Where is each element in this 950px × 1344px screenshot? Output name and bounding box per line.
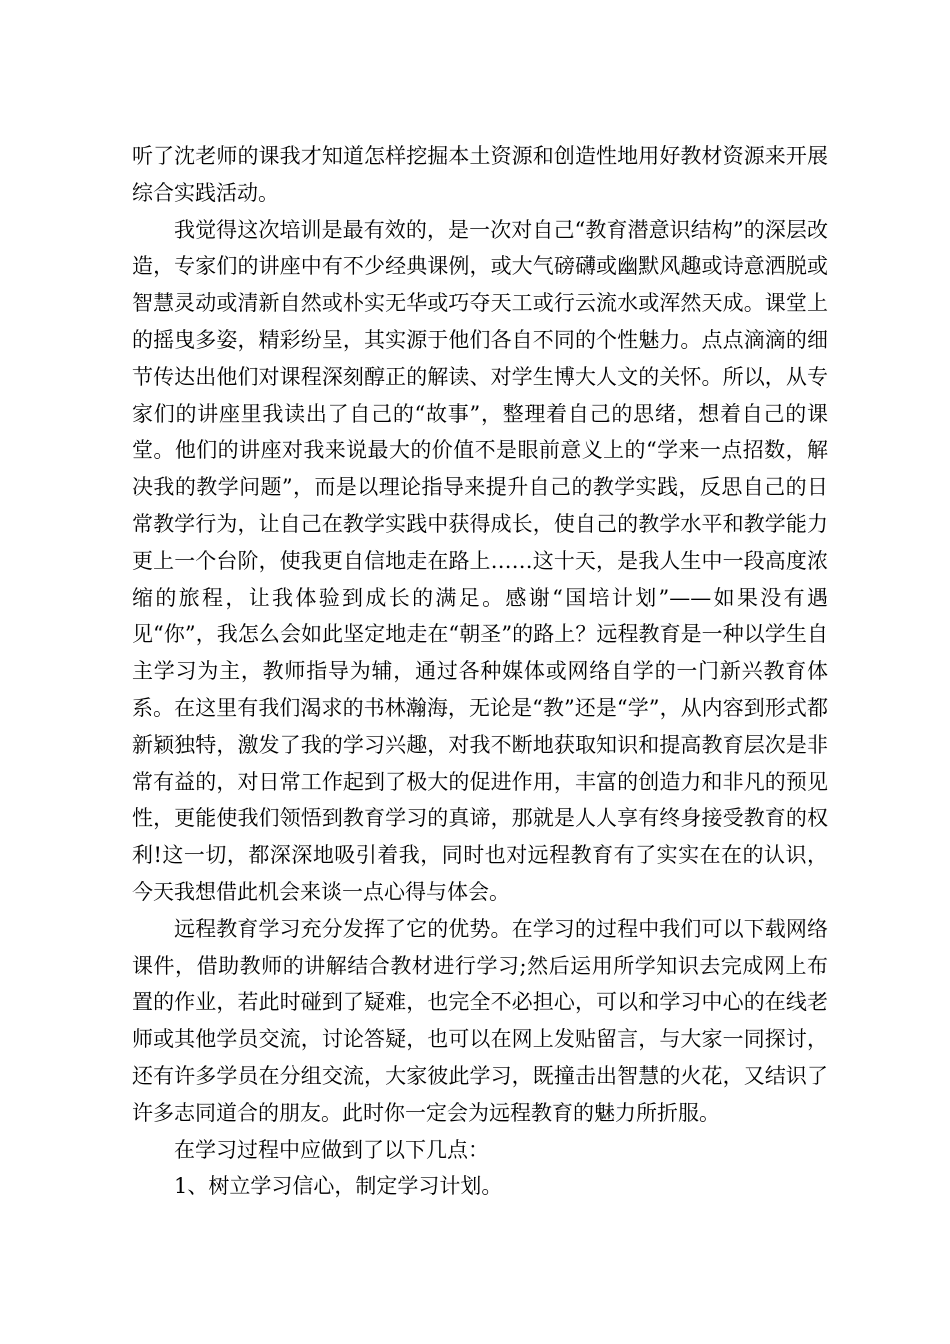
paragraph-1: 听了沈老师的课我才知道怎样挖掘本土资源和创造性地用好教材资源来开展综合实践活动。: [132, 144, 828, 205]
paragraph-3: 远程教育学习充分发挥了它的优势。在学习的过程中我们可以下载网络课件，借助教师的讲解结合教材进行学习;然后运用所学知识去完成网上布置的作业，若此时碰到了疑难，也完全不必担心，可以和学习中心的在线老师或其他学员交流，讨论答疑，也可以在网上发贴留言，与大家一同探讨，还有许多学员在分组交流，大家彼此学习，既撞击出智慧的火花，又结识了许多志同道合的朋友。此时你一定会为远程教育的魅力所折服。: [132, 916, 828, 1125]
paragraph-2: 我觉得这次培训是最有效的，是一次对自己“教育潜意识结构”的深层改造，专家们的讲座中有不少经典课例，或大气磅礴或幽默风趣或诗意洒脱或智慧灵动或清新自然或朴实无华或巧夺天工或行云流水或浑然天成。课堂上的摇曳多姿，精彩纷呈，其实源于他们各自不同的个性魅力。点点滴滴的细节传达出他们对课程深刻醇正的解读、对学生博大人文的关怀。所以，从专家们的讲座里我读出了自己的“故事”，整理着自己的思绪，想着自己的课堂。他们的讲座对我来说最大的价值不是眼前意义上的“学来一点招数，解决我的教学问题”，而是以理论指导来提升自己的教学实践，反思自己的日常教学行为，让自己在教学实践中获得成长，使自己的教学水平和教学能力更上一个台阶，使我更自信地走在路上……这十天，是我人生中一段高度浓缩的旅程，让我体验到成长的满足。感谢“国培计划”——如果没有遇见“你”，我怎么会如此坚定地走在“朝圣”的路上？远程教育是一种以学生自主学习为主，教师指导为辅，通过各种媒体或网络自学的一门新兴教育体系。在这里有我们渴求的书林瀚海，无论是“教”还是“学”，从内容到形式都新颖独特，激发了我的学习兴趣，对我不断地获取知识和提高教育层次是非常有益的，对日常工作起到了极大的促进作用，丰富的创造力和非凡的预见性，更能使我们领悟到教育学习的真谛，那就是人人享有终身接受教育的权利!这一切，都深深地吸引着我，同时也对远程教育有了实实在在的认识，今天我想借此机会来谈一点心得与体会。: [132, 217, 828, 904]
paragraph-4: 在学习过程中应做到了以下几点：: [174, 1137, 489, 1162]
document-body: [132, 138, 828, 1205]
list-item-1: 1、树立学习信心，制定学习计划。: [174, 1174, 503, 1199]
